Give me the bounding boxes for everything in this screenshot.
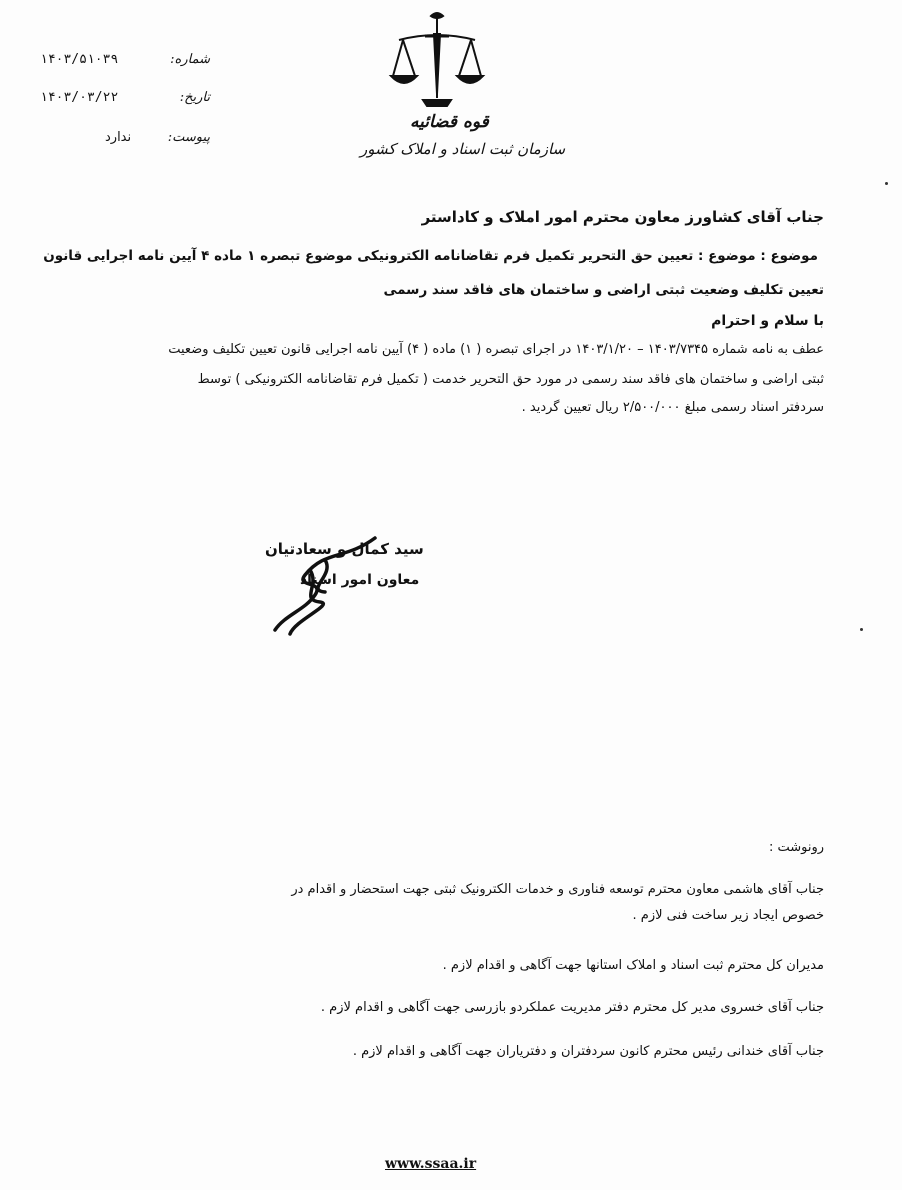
letter-subject-line-2: تعیین تکلیف وضعیت ثبتی اراضی و ساختمان های فاقد سند رسمی xyxy=(383,282,824,298)
copies-item-1-line-1: جناب آقای هاشمی معاون محترم توسعه فناوری و خدمات الکترونیک ثبتی جهت استحضار و اقدام در xyxy=(291,882,824,897)
scan-speck xyxy=(860,628,863,631)
letter-number-label: شماره: xyxy=(170,52,210,67)
letter-greeting: با سلام و احترام xyxy=(711,313,824,329)
copies-item-3: جناب آقای خسروی مدیر کل محترم دفتر مدیریت عملکردو بازرسی جهت آگاهی و اقدام لازم . xyxy=(320,1000,824,1015)
org-registration-title: سازمان ثبت اسناد و املاک کشور xyxy=(360,140,566,158)
letter-body-line-1: عطف به نامه شماره ۱۴۰۳/۷۳۴۵ – ۱۴۰۳/۱/۲۰ در اجرای تبصره ( ۱) ماده ( ۴) آیین نامه اجرایی قانون تعیین تکلیف وضعیت xyxy=(168,342,824,357)
copies-item-1-line-2: خصوص ایجاد زیر ساخت فنی لازم . xyxy=(632,908,824,923)
signatory-title: معاون امور اسناد xyxy=(300,572,420,588)
letter-body-line-3: سردفتر اسناد رسمی مبلغ ۲/۵۰۰/۰۰۰ ریال تعیین گردید . xyxy=(521,400,824,415)
copies-heading: رونوشت : xyxy=(768,840,824,855)
letter-attachment-label: پیوست: xyxy=(167,130,210,145)
letter-number-row xyxy=(40,52,210,72)
letter-attachment-row xyxy=(40,130,210,150)
letter-number-value: ۱۴۰۳/۵۱۰۳۹ xyxy=(40,52,119,67)
letter-addressee: جناب آقای کشاورز معاون محترم امور املاک و کاداستر xyxy=(421,208,824,226)
letter-body-line-2: ثبتی اراضی و ساختمان های فاقد سند رسمی در مورد حق التحریر خدمت ( تکمیل فرم تقاضانامه الکترونیکی ) توسط xyxy=(197,372,824,387)
signatory-name: سید کمال و سعادتیان xyxy=(265,540,424,558)
org-judiciary-title: قوه قضائیه xyxy=(410,112,489,132)
letter-date-value: ۱۴۰۳/۰۳/۲۲ xyxy=(40,90,119,105)
scan-speck xyxy=(885,182,888,185)
scales-of-justice-emblem xyxy=(385,10,490,120)
letter-date-label: تاریخ: xyxy=(179,90,210,105)
letter-date-row xyxy=(40,90,210,110)
copies-item-4: جناب آقای خندانی رئیس محترم کانون سردفتران و دفتریاران جهت آگاهی و اقدام لازم . xyxy=(352,1044,824,1059)
letter-attachment-value: ندارد xyxy=(105,130,132,145)
footer-website-link[interactable]: www.ssaa.ir xyxy=(385,1156,477,1172)
handwritten-signature xyxy=(265,530,415,640)
letter-subject-line-1: موضوع : موضوع : تعیین حق التحریر تکمیل فرم تقاضانامه الکترونیکی موضوع تبصره ۱ ماده ۴ آیین نامه اجرایی قانون xyxy=(43,248,818,264)
copies-item-2: مدیران کل محترم ثبت اسناد و املاک استانها جهت آگاهی و اقدام لازم . xyxy=(442,958,824,973)
